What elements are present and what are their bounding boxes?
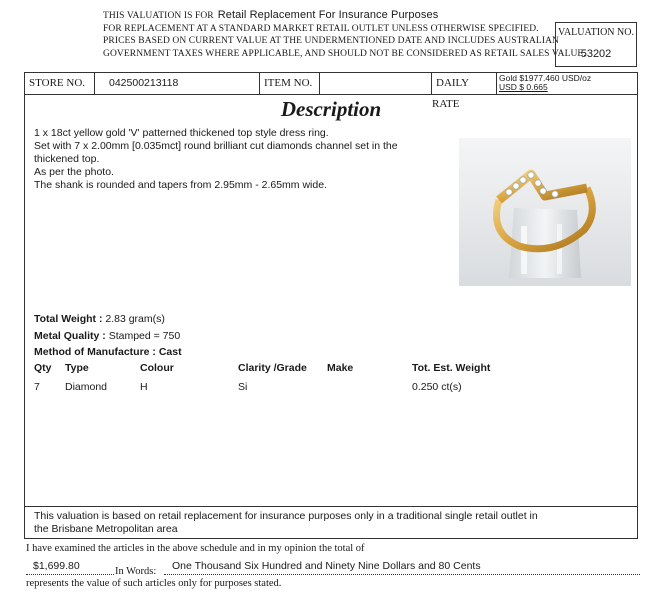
col-colour-header: Colour (140, 362, 174, 374)
daily-rate-label: DAILY RATE (432, 77, 469, 110)
total-amount: $1,699.80 (33, 560, 80, 572)
notice-line-1: This valuation is based on retail replacement for insurance purposes only in a traditional single retail outlet in (34, 510, 538, 522)
daily-rate-gold: Gold $1977.460 USD/oz (499, 73, 592, 83)
description-title: Description (280, 97, 382, 121)
in-words-label: In Words: (115, 566, 157, 577)
item-no-value (320, 77, 334, 89)
manufacture-value: Cast (158, 346, 182, 358)
daily-rate-value (499, 74, 591, 92)
stone-clarity: Si (238, 381, 248, 393)
description-line: As per the photo. (34, 166, 114, 178)
in-words-underline (164, 574, 640, 575)
metal-quality (34, 330, 180, 342)
header-prefix: THIS VALUATION IS FOR (103, 11, 214, 21)
valuation-number-label: VALUATION NO. (558, 27, 634, 38)
col-type-header: Type (65, 362, 89, 374)
stone-colour: H (140, 381, 148, 393)
item-no-label-cell (260, 73, 320, 94)
description-line: 1 x 18ct yellow gold 'V' patterned thickened top style dress ring. (34, 127, 329, 139)
store-no-label: STORE NO. (29, 77, 86, 89)
col-clarity-header: Clarity /Grade (238, 362, 307, 374)
description-line: Set with 7 x 2.00mm [0.035mct] round brilliant cut diamonds channel set in the (34, 140, 398, 152)
store-no-value: 042500213118 (109, 77, 179, 89)
valuation-notice (24, 506, 638, 539)
description-panel (24, 93, 638, 507)
manufacture-method (34, 346, 182, 358)
total-amount-underline (26, 574, 114, 575)
col-qty-header: Qty (34, 362, 52, 374)
notice-line-2: the Brisbane Metropolitan area (34, 523, 178, 535)
col-weight-header: Tot. Est. Weight (412, 362, 491, 374)
stone-type: Diamond (65, 381, 108, 393)
manufacture-label: Method of Manufacture : (34, 346, 156, 358)
metal-quality-label: Metal Quality : (34, 330, 106, 342)
total-weight-value: 2.83 gram(s) (105, 313, 165, 325)
item-no-label: ITEM NO. (264, 77, 313, 89)
description-line: The shank is rounded and tapers from 2.95mm - 2.65mm wide. (34, 179, 327, 191)
col-make-header: Make (327, 362, 354, 374)
ring-illustration (459, 138, 631, 286)
metal-quality-value: Stamped = 750 (108, 330, 181, 342)
valuation-number-box (555, 22, 637, 67)
daily-rate-label-cell (432, 73, 497, 110)
header-line-1 (103, 10, 438, 22)
daily-rate-usd: USD $ 0.665 (499, 82, 548, 92)
total-weight-label: Total Weight : (34, 313, 103, 325)
description-line: thickened top. (34, 153, 100, 165)
examined-statement: I have examined the articles in the above schedule and in my opinion the total of (26, 543, 365, 554)
header-line-2: FOR REPLACEMENT AT A STANDARD MARKET RETAIL OUTLET UNLESS OTHERWISE SPECIFIED. (103, 24, 539, 34)
stone-weight: 0.250 ct(s) (412, 381, 462, 393)
store-no-value-cell (95, 73, 260, 94)
valuation-number: 53202 (580, 48, 612, 60)
header-line-3: PRICES BASED ON CURRENT VALUE AT THE UNDERMENTIONED DATE AND INCLUDES AUSTRALIAN (103, 36, 560, 46)
header-line-4: GOVERNMENT TAXES WHERE APPLICABLE, AND SHOULD NOT BE CONSIDERED AS RETAIL SALES VALUE. (103, 49, 586, 59)
store-no-label-cell (25, 73, 95, 94)
ring-photo (459, 138, 631, 286)
in-words-value: One Thousand Six Hundred and Ninety Nine Dollars and 80 Cents (172, 560, 481, 572)
valuation-purpose: Retail Replacement For Insurance Purposes (217, 9, 439, 21)
represents-statement: represents the value of such articles only for purposes stated. (26, 578, 282, 589)
stone-qty: 7 (34, 381, 40, 393)
total-weight (34, 313, 165, 325)
item-no-value-cell (320, 73, 432, 94)
